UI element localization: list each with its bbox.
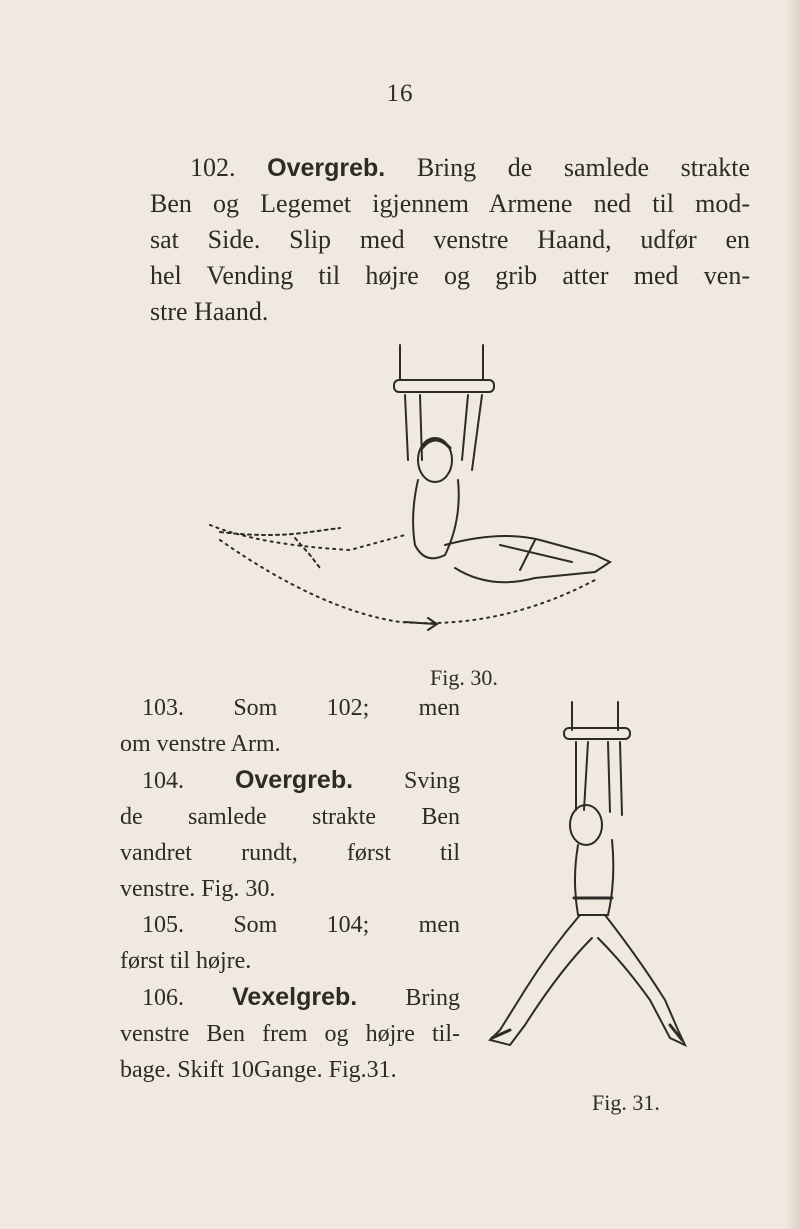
exercise-102-line-3: sat Side. Slip med venstre Haand, udfør en bbox=[150, 225, 750, 254]
exercise-106-title: Vexelgreb. bbox=[232, 983, 358, 1011]
exercise-102-number: 102. bbox=[190, 153, 236, 182]
exercise-104-line-3: vandret rundt, først til bbox=[120, 840, 460, 866]
exercise-105-line-1: 105. Som 104; men bbox=[142, 912, 460, 938]
exercise-103-line-2: om venstre Arm. bbox=[120, 731, 281, 757]
exercise-106-text-1: Bring bbox=[405, 985, 460, 1011]
exercise-106-line-2: venstre Ben frem og højre til- bbox=[120, 1021, 460, 1047]
exercise-102-text-1: Bring de samlede strakte bbox=[416, 153, 750, 182]
exercises-103-106-column bbox=[120, 690, 460, 1088]
figure-31-illustration bbox=[480, 700, 700, 1080]
exercise-104-line-4: venstre. Fig. 30. bbox=[120, 876, 276, 902]
exercise-106-line-1 bbox=[120, 979, 460, 1016]
page-number: 16 bbox=[386, 80, 414, 107]
exercise-102-title: Overgreb. bbox=[267, 154, 386, 182]
exercise-105-line-2: først til højre. bbox=[120, 948, 252, 974]
figure-30-caption: Fig. 30. bbox=[430, 665, 498, 690]
figure-31-caption: Fig. 31. bbox=[592, 1090, 660, 1115]
exercise-102-line-1 bbox=[150, 150, 750, 186]
exercise-104-number: 104. bbox=[142, 768, 184, 794]
exercise-104-text-1: Sving bbox=[403, 768, 460, 794]
exercise-102-line-2: Ben og Legemet igjennem Armene ned til mod- bbox=[150, 189, 750, 218]
exercise-106-line-3: bage. Skift 10Gange. Fig.31. bbox=[120, 1057, 397, 1083]
exercise-104-line-2: de samlede strakte Ben bbox=[120, 804, 460, 830]
exercise-106-number: 106. bbox=[142, 985, 184, 1011]
exercise-102-line-4: hel Vending til højre og grib atter med ven- bbox=[150, 261, 750, 290]
exercise-102-line-5: stre Haand. bbox=[150, 297, 269, 326]
exercise-103-line-1: 103. Som 102; men bbox=[142, 695, 460, 721]
exercise-104-title: Overgreb. bbox=[234, 766, 354, 794]
exercise-102-paragraph bbox=[150, 150, 750, 330]
figure-30-illustration bbox=[200, 340, 620, 640]
page-edge-shadow bbox=[786, 0, 800, 1229]
exercise-104-line-1 bbox=[120, 762, 460, 799]
